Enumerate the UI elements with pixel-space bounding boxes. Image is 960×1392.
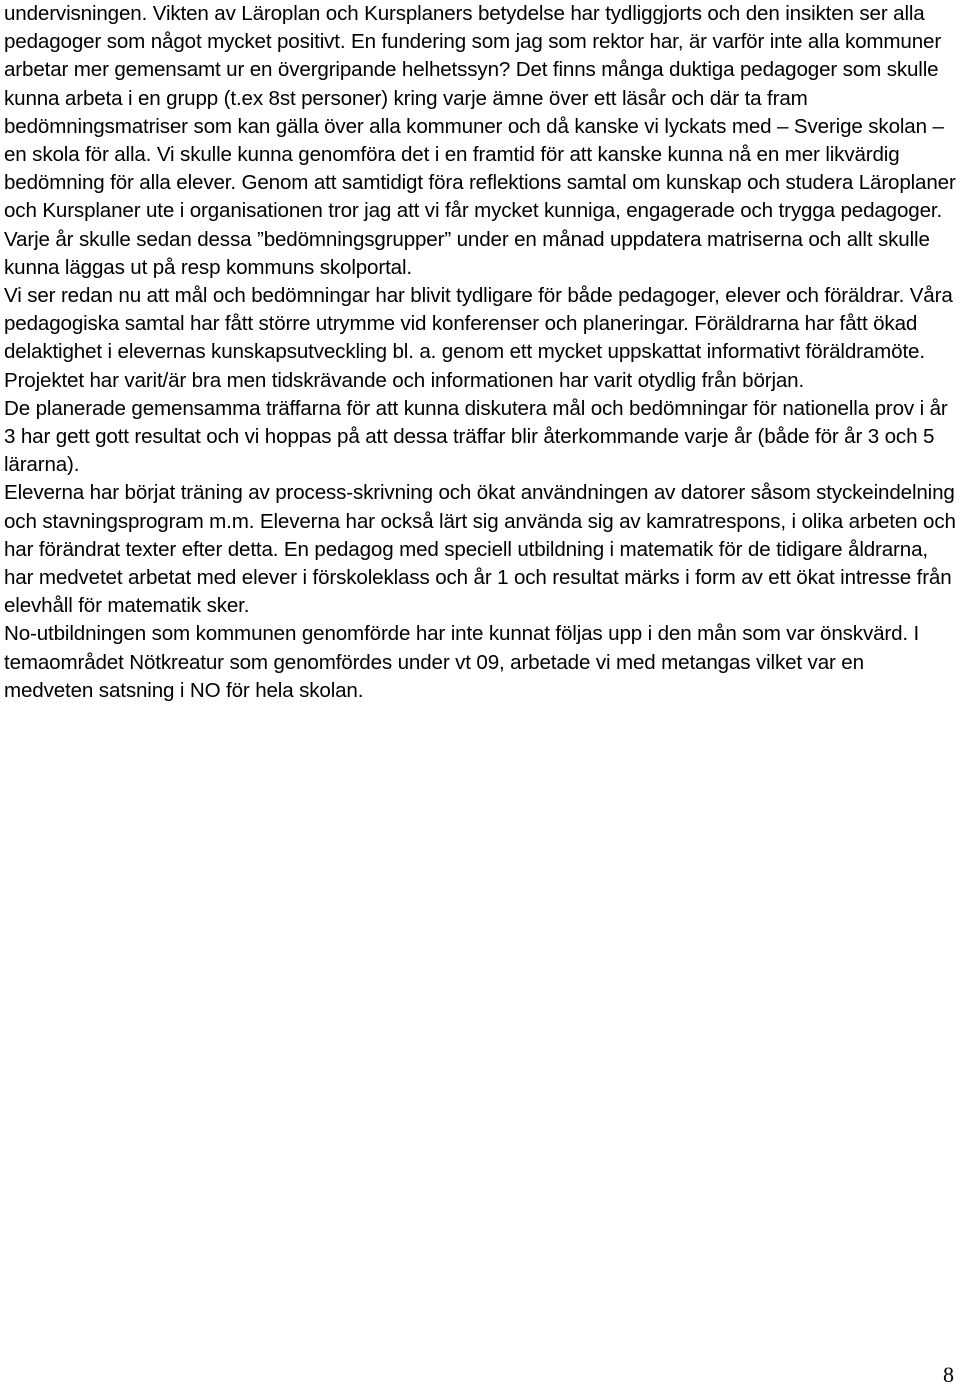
paragraph-national-tests: De planerade gemensamma träffarna för att kunna diskutera mål och bedömningar för nationella prov i år 3 har gett gott resultat och vi hoppas på att dessa träffar blir återkommande varje år (både för år 3 och 5 lärarna). xyxy=(4,396,948,477)
paragraph-project-evaluation: Projektet har varit/är bra men tidskrävande och informationen har varit otydlig från början. xyxy=(4,368,805,392)
paragraph-science-education: No-utbildningen som kommunen genomförde har inte kunnat följas upp i den mån som var önskvärd. I temaområdet Nötkreatur som genomfördes under vt 09, arbetade vi med metangas vilket var en medveten satsning i NO för hela skolan. xyxy=(4,622,920,702)
page-number: 8 xyxy=(943,1362,954,1387)
paragraph-clearer-goals: Vi ser redan nu att mål och bedömningar har blivit tydligare för både pedagoger, elever och föräldrar. Våra pedagogiska samtal har fått större utrymme vid konferenser och planeringar. Föräldrarna har fått ökad delaktighet i elevernas kunskapsutveckling bl. a. genom ett mycket uppskattat informativt föräldramöte. xyxy=(4,284,953,364)
paragraph-school-development: undervisningen. Vikten av Läroplan och Kursplaners betydelse har tydliggjorts och den insikten ser alla pedagoger som något mycket positivt. En fundering som jag som rektor har, är varför inte alla kommuner arbetar mer gemensamt ur en övergripande helhetssyn? Det finns många duktiga pedagoger som skulle kunna arbeta i en grupp (t.ex 8st personer) kring varje ämne över ett läsår och där ta fram bedömningsmatriser som kan gälla över alla kommuner och då kanske vi lyckats med – Sverige skolan – en skola för alla. Vi skulle kunna genomföra det i en framtid för att kanske kunna nå en mer likvärdig bedömning för alla elever. Genom att samtidigt föra reflektions samtal om kunskap och studera Läroplaner och Kursplaner ute i organisationen tror jag att vi får mycket kunniga, engagerade och trygga pedagoger. Varje år skulle sedan dessa ”bedömningsgrupper” under en månad uppdatera matriserna och allt skulle kunna läggas ut på resp kommuns skolportal. xyxy=(4,2,956,279)
paragraph-student-writing: Eleverna har börjat träning av process-skrivning och ökat användningen av datorer såsom styckeindelning och stavningsprogram m.m. Eleverna har också lärt sig använda sig av kamratrespons, i olika arbeten och har förändrat texter efter detta. En pedagog med speciell utbildning i matematik för de tidigare åldrarna, har medvetet arbetat med elever i förskoleklass och år 1 och resultat märks i form av ett ökat intresse från elevhåll för matematik sker. xyxy=(4,481,956,618)
document-body xyxy=(4,0,956,705)
